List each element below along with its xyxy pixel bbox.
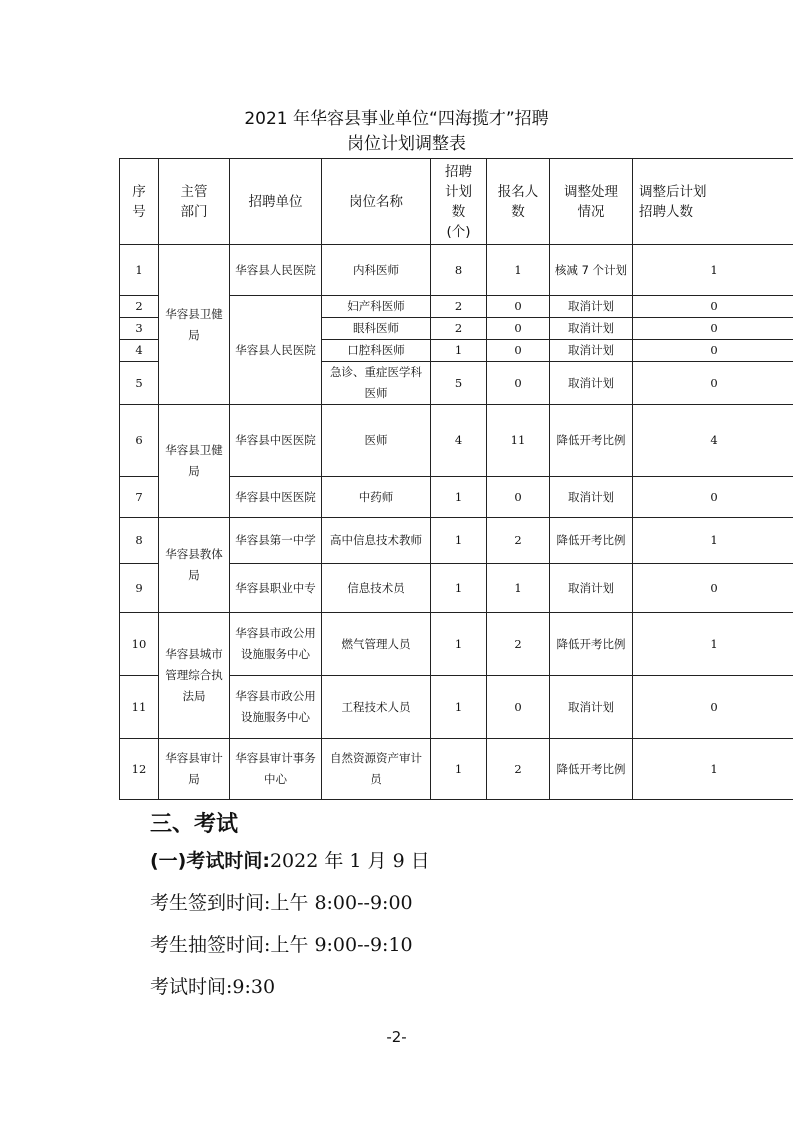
table-row: 2 华容县人民医院 妇产科医师 2 0 取消计划 0 bbox=[120, 296, 793, 318]
table-row: 12 华容县审计局 华容县审计事务中心 自然资源资产审计员 1 2 降低开考比例 1 bbox=[120, 739, 793, 800]
table-row: 3 眼科医师 2 0 取消计划 0 bbox=[120, 318, 793, 340]
dept-cell: 华容县卫健局 bbox=[159, 405, 230, 518]
table-row: 11 华容县市政公用设施服务中心 工程技术人员 1 0 取消计划 0 bbox=[120, 676, 793, 739]
header-adjust: 调整处理 情况 bbox=[550, 159, 633, 245]
table-row: 10 华容县城市管理综合执法局 华容县市政公用设施服务中心 燃气管理人员 1 2 降低开考比例 1 bbox=[120, 613, 793, 676]
table-row: 7 华容县中医医院 中药师 1 0 取消计划 0 bbox=[120, 477, 793, 518]
table-row: 1 华容县卫健局 华容县人民医院 内科医师 8 1 核减 7 个计划 1 bbox=[120, 245, 793, 296]
exam-date-value: 2022 年 1 月 9 日 bbox=[269, 850, 430, 872]
table-row: 6 华容县卫健局 华容县中医医院 医师 4 11 降低开考比例 4 bbox=[120, 405, 793, 477]
header-plan: 招聘 计划 数 (个) bbox=[431, 159, 487, 245]
header-applicants: 报名人 数 bbox=[487, 159, 550, 245]
header-unit: 招聘单位 bbox=[230, 159, 322, 245]
header-after: 调整后计划 招聘人数 bbox=[633, 159, 793, 245]
dept-cell: 华容县审计局 bbox=[159, 739, 230, 800]
document-title-line1: 2021 年华容县事业单位“四海揽才”招聘 bbox=[244, 109, 549, 129]
checkin-time-line: 考生签到时间:上午 8:00--9:00 bbox=[150, 892, 413, 914]
dept-cell: 华容县卫健局 bbox=[159, 245, 230, 405]
unit-cell: 华容县人民医院 bbox=[230, 296, 322, 405]
exam-date-label: (一)考试时间: bbox=[150, 850, 270, 872]
header-post: 岗位名称 bbox=[322, 159, 431, 245]
dept-cell: 华容县教体局 bbox=[159, 518, 230, 613]
dept-cell: 华容县城市管理综合执法局 bbox=[159, 613, 230, 739]
table-header-row bbox=[120, 159, 793, 245]
exam-date-line bbox=[150, 846, 430, 873]
table-row: 4 口腔科医师 1 0 取消计划 0 bbox=[120, 340, 793, 362]
page-number: -2- bbox=[386, 1028, 407, 1046]
header-seq: 序 号 bbox=[120, 159, 159, 245]
section-heading-exam: 三、考试 bbox=[150, 812, 239, 837]
document-title-line2: 岗位计划调整表 bbox=[347, 134, 466, 154]
recruitment-plan-table bbox=[119, 158, 793, 800]
header-dept: 主管 部门 bbox=[159, 159, 230, 245]
lottery-time-line: 考生抽签时间:上午 9:00--9:10 bbox=[150, 934, 413, 956]
table-row: 9 华容县职业中专 信息技术员 1 1 取消计划 0 bbox=[120, 564, 793, 613]
exam-time-line: 考试时间:9:30 bbox=[150, 976, 276, 998]
table-row: 5 急诊、重症医学科医师 5 0 取消计划 0 bbox=[120, 362, 793, 405]
table-row: 8 华容县教体局 华容县第一中学 高中信息技术教师 1 2 降低开考比例 1 bbox=[120, 518, 793, 564]
